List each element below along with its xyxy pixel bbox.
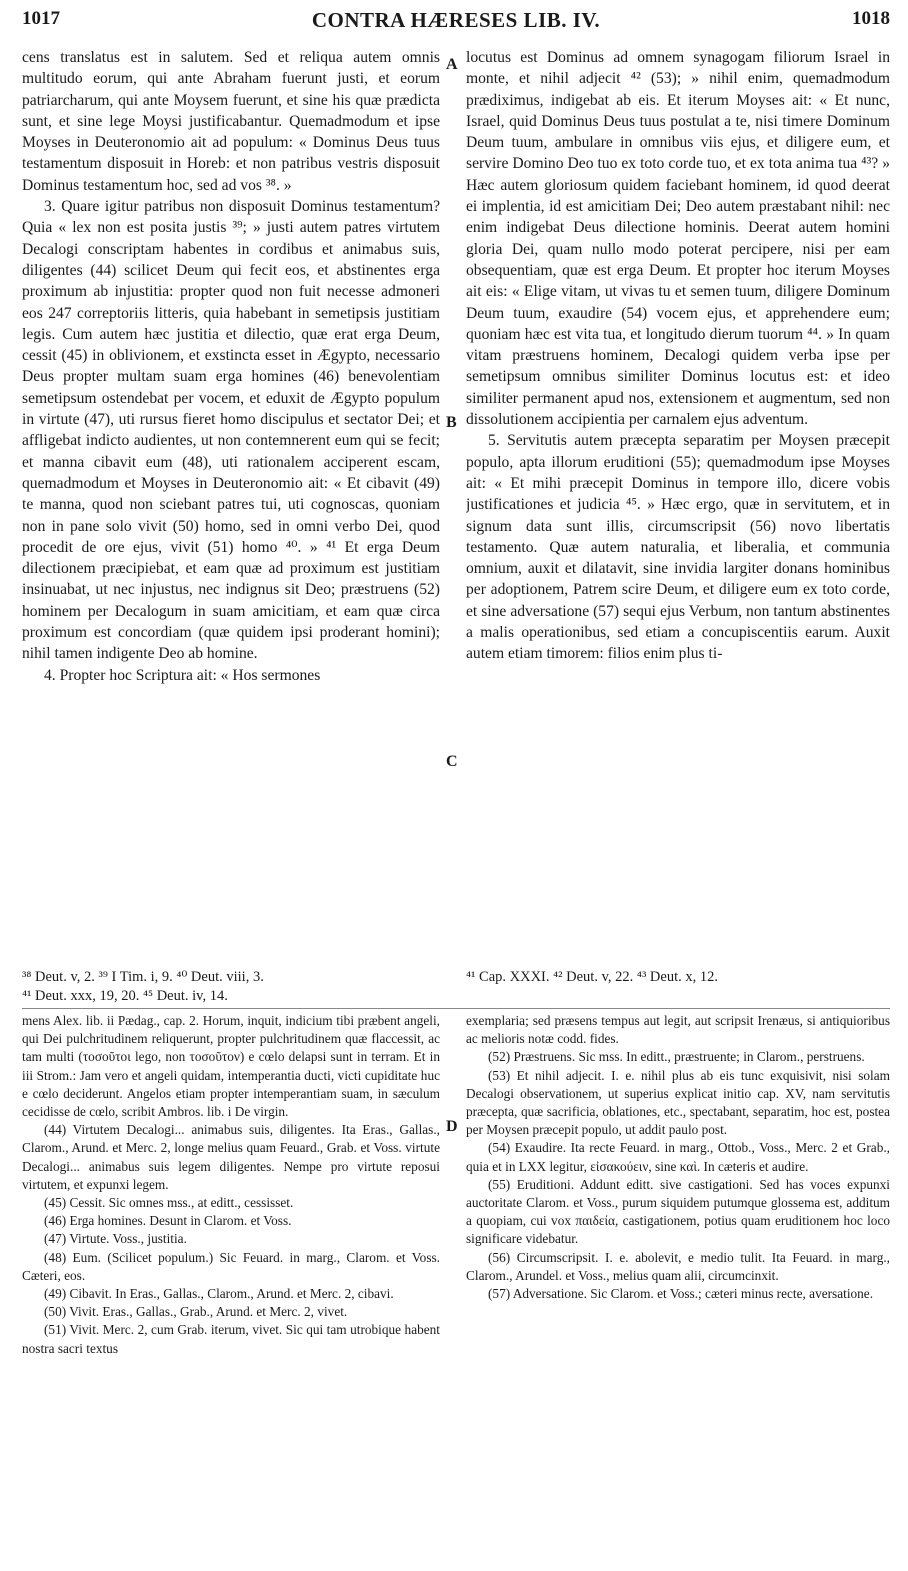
margin-marker-d: D xyxy=(446,1118,458,1135)
margin-marker-c: C xyxy=(446,753,458,770)
critical-note: mens Alex. lib. ii Pædag., cap. 2. Horum, inquit, indicium tibi præbent angeli, qui Dei pulchritudinem reliquerunt, propter pulchritudinem quæ flaccessit, ac tam multi (τοσοῦτοι lego, non τοσοῦτον) e cœlo delapsi sunt in terram. Et in iii Strom.: Jam vero et angeli quidam, intemperantia ducti, victi cupiditate huc e cœlo deciderunt. Angelos etiam propter intemperantiam suam, in sæculum cecidisse de cœlo, scribit Ambros. lib. i De virgin. xyxy=(22,1013,440,1120)
right-page-number: 1018 xyxy=(852,8,890,29)
main-text-right-column xyxy=(466,47,890,967)
running-title: CONTRA HÆRESES LIB. IV. xyxy=(311,8,601,32)
critical-note: (50) Vivit. Eras., Gallas., Grab., Arund. et Merc. 2, vivet. xyxy=(44,1304,348,1320)
critical-note: (54) Exaudire. Ita recte Feuard. in marg., Ottob., Voss., Merc. 2 et Grab., quia et in LXX legitur, εἰσακούειν, sine καὶ. In cæteris et audire. xyxy=(466,1140,890,1174)
left-page-number: 1017 xyxy=(22,8,60,29)
critical-note: (51) Vivit. Merc. 2, cum Grab. iterum, vivet. Sic qui tam utrobique habent nostra sacri textus xyxy=(22,1322,440,1356)
critical-notes-left-column xyxy=(22,1012,440,1552)
margin-marker-b: B xyxy=(446,414,457,431)
critical-notes-right-column xyxy=(466,1012,890,1482)
critical-note: (48) Eum. (Scilicet populum.) Sic Feuard. in marg., Clarom. et Voss. Cæteri, eos. xyxy=(22,1249,440,1283)
scripture-reference-line: ⁴¹ Cap. XXXI. ⁴² Deut. v, 22. ⁴³ Deut. x, 12. xyxy=(466,969,718,985)
scripture-reference-line: ³⁸ Deut. v, 2. ³⁹ I Tim. i, 9. ⁴⁰ Deut. viii, 3. xyxy=(22,969,264,985)
main-paragraph: locutus est Dominus ad omnem synagogam filiorum Israel in monte, et nihil adjecit ⁴² (53); » nihil enim, quemadmodum prædiximus, indigebat ab eis. Et iterum Moyses ait: « Et nunc, Israel, quid Dominus Deus tuus postulat a te, nisi timere Dominum Deum tuum, ambulare in omnibus viis ejus, et diligere eum, et servire Domino Deo tuo ex toto corde tuo, et ex tota anima tua ⁴³? » Hæc autem gloriosum quidem faciebant hominem, id quod deerat ei implentia, id est amicitiam Dei; Deo autem præstabant nihil: nec enim indigebat Deus dilectione hominis. Deerat autem homini gloria Dei, quam nullo modo poterat percipere, nisi per eam obsequentiam, quæ est erga Deum. Et propter hoc iterum Moyses ait eis: « Elige vitam, ut vivas tu et semen tuum, diligere Dominum Deum tuum, exaudire (54) vocem ejus, et apprehendere eum; quoniam hæc est vita tua, et longitudo dierum tuorum ⁴⁴. » In quam vitam præstruens hominem, Decalogi quidem verba ipse per semetipsum omnibus similiter Dominus locutus est: et ideo similiter permanent apud nos, extensionem et augmentum, sed non dissolutionem accipientia per carnalem ejus adventum. xyxy=(466,49,890,429)
main-paragraph: 3. Quare igitur patribus non disposuit Dominus testamentum? Quia « lex non est posita justis ³⁹; » justi autem patres virtutem Decalogi conscriptam habentes in cordibus et animabus suis, diligentes (44) scilicet Deum qui fecit eos, et abstinentes erga proximum ab injustitia: propter quod non fuit necesse admoneri eos 247 correptoriis litteris, quia habebant in semetipsis justitiam legis. Cum autem hæc justitia et dilectio, quæ erat erga Deum, cessit (45) in oblivionem, et exstincta esset in Ægypto, necessario Deus propter multam suam erga homines (46) benevolentiam semetipsum ostendebat per vocem, et eduxit de Ægypto populum in virtute (47), uti rursus fieret homo discipulus et sectator Dei; et affligebat indicto audientes, ut non contemnerent eum qui se fecit; et manna cibavit eum (48), uti rationalem acciperent escam, quemadmodum et Moyses in Deuteronomio ait: « Et cibavit (49) te manna, quod non sciebant patres tui, uti cognoscas, quoniam non in pane solo vivit (50) homo, sed in omni verbo Dei, quod procedit de ore ejus, vivit (51) homo ⁴⁰. » ⁴¹ Et erga Deum dilectionem præcipiebat, et eam quæ ad proximum est justitiam insinuabat, ut nec injustus, nec indignus sit Deo; præstruens (52) hominem per Decalogum in suam amicitiam, et eam quæ circa proximum est concordiam (quæ quidem ipsi proderant homini); nihil tamen indigente Deo ab homine. xyxy=(22,198,440,663)
main-paragraph: 5. Servitutis autem præcepta separatim per Moysen præcepit populo, apta illorum eruditioni (55); quemadmodum ipse Moyses ait: « Et mihi præcepit Dominus in tempore illo, dicere vobis justificationes et judicia ⁴⁵. » Hæc ergo, quæ in servitutem, et in signum data sunt illis, circumscripsit (56) novo libertatis testamento. Quæ autem naturalia, et liberalia, et communia omnium, auxit et dilatavit, sine invidia largiter donans hominibus per adoptionem, Patrem scire Deum, et diligere eum ex toto corde, et sine adversatione (57) sequi ejus Verbum, non tantum abstinentes a malis operationibus, sed etiam a concupiscentiis earum. Auxit autem etiam timorem: filios enim plus ti- xyxy=(466,432,890,663)
critical-note: (47) Virtute. Voss., justitia. xyxy=(44,1231,187,1247)
notes-divider xyxy=(22,1008,890,1009)
main-paragraph: 4. Propter hoc Scriptura ait: « Hos sermones xyxy=(44,666,321,684)
main-text-left-column xyxy=(22,47,440,967)
margin-marker-a: A xyxy=(446,56,458,73)
critical-note: (44) Virtutem Decalogi... animabus suis, diligentes. Ita Eras., Gallas., Clarom., Arund. et Merc. 2, longe melius quam Feuard., Grab. et Voss. virtute Decalogi... animabus suis legem diligentes. Nempe pro virtute reposui virtutem, et expunxi legem. xyxy=(22,1122,440,1192)
scripture-reference-line: ⁴¹ Deut. xxx, 19, 20. ⁴⁵ Deut. iv, 14. xyxy=(22,988,228,1004)
critical-note: (49) Cibavit. In Eras., Gallas., Clarom., Arund. et Merc. 2, cibavi. xyxy=(44,1286,394,1302)
main-paragraph: cens translatus est in salutem. Sed et reliqua autem omnis multitudo eorum, qui ante Abraham fuerunt justi, et eorum patriarcharum, qui ante Moysem fuerunt, et sine his quæ prædicta sunt, et sine lege Moysi justificabantur. Quemadmodum et ipse Moyses in Deuteronomio ait ad populum: « Dominus Deus tuus testamentum disposuit in Horeb: et non patribus vestris disposuit Dominus testamentum hoc, sed ad vos ³⁸. » xyxy=(22,49,440,194)
critical-note: (57) Adversatione. Sic Clarom. et Voss.; cæteri minus recte, aversatione. xyxy=(488,1286,874,1302)
critical-note: (45) Cessit. Sic omnes mss., at editt., cessisset. xyxy=(44,1195,294,1211)
critical-note: (56) Circumscripsit. I. e. abolevit, e medio tulit. Ita Feuard. in marg., Clarom., Arundel. et Voss., melius quam alii, circumcinxit. xyxy=(466,1249,890,1283)
critical-note: (46) Erga homines. Desunt in Clarom. et Voss. xyxy=(44,1213,292,1229)
scripture-references-right xyxy=(466,968,890,988)
critical-note: exemplaria; sed præsens tempus aut legit, aut scripsit Irenæus, si antiquioribus ac melioris notæ codd. fides. xyxy=(466,1013,890,1047)
critical-note: (55) Eruditioni. Addunt editt. sive castigationi. Sed has voces expunxi auctoritate Clarom. et Voss., purum siquidem putumque glossema est, additum a quopiam, cui vox παιδεία, castigationem, potius quam eruditionem hoc loco significare videbatur. xyxy=(466,1176,890,1247)
scripture-references-left xyxy=(22,968,440,1006)
critical-note: (52) Præstruens. Sic mss. In editt., præstruente; in Clarom., perstruens. xyxy=(488,1049,865,1065)
critical-note: (53) Et nihil adjecit. I. e. nihil plus ab eis tunc exquisivit, nisi solam Decalogi observationem, ut superius explicat initio cap. XV, nam servitutis præcepta, quæ sacrificia, oblationes, etc., spectabant, separatim, hoc est, postea per Moysen præcepit populo, ut addit paulo post. xyxy=(466,1067,890,1138)
page-header xyxy=(22,8,890,40)
